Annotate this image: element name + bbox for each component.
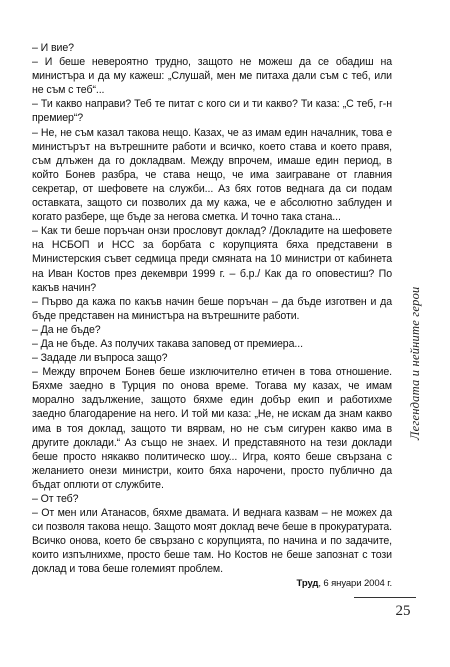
source-citation [32, 577, 392, 591]
running-header-vertical: Легендата и нейните герои [408, 286, 422, 440]
paragraph: – От теб? [32, 493, 79, 505]
paragraph: – И беше невероятно трудно, защото не можеш да се обадиш на министъра и да му кажеш: „Слушай, мен ме питаха дали съм с теб, или не съм с теб“... [32, 56, 392, 97]
paragraph: – И вие? [32, 42, 74, 54]
paragraph: – Първо да кажа по какъв начин беше поръчан – да бъде изготвен и да бъде представен на министъра на вътрешните работи. [32, 295, 392, 322]
footer-rule [354, 597, 416, 598]
paragraph: – Не, не съм казал такова нещо. Казах, че аз имам един началник, това е министърът на вътрешните работи и всичко, което става и което правя, съм длъжен да го докладвам. Между впрочем, имаше един период, в който Бонев разбра, че става нещо, че има заиграване от главния секретар, от шефовете на служби... Аз бях готов веднага да си подам оставката, защото си позволих да му кажа, че е абсолютно заблуден и когато разбере, ще бъде за негова сметка. И точно така стана... [32, 126, 392, 224]
paragraph: – Зададе ли въпроса защо? [32, 352, 168, 365]
source-date: , 6 януари 2004 г. [318, 577, 392, 589]
paragraph: – Между впрочем Бонев беше изключително етичен в това отношение. Бяхме заедно в Турция по онова време. Тогава му казах, че имам морално задължение, защото бяхме един добър екип и работихме заедно благодарение на него. И той ми каза: „Не, не искам да знам какво има в тоя доклад, защото ти вярвам, но не съм сигурен какво има в другите доклади.“ Аз също не знаех. И представяното на тези доклади беше просто някакво политическо шоу... Игра, която беше свързана с желанието онези министри, които бяха нарочени, просто публично да бъдат оплюти от службите. [32, 366, 392, 491]
paragraph: – От мен или Атанасов, бяхме двамата. И веднага казвам – не можех да си позволя такова нещо. Защото моят доклад вече беше в прокуратурата. Всичко онова, което бе свързано с корупцията, по начина и по задачите, които изпълнихме, просто беше там. Но Костов не беше запознат с този доклад и това беше големият проблем. [32, 507, 392, 576]
source-name: Труд [296, 577, 319, 589]
paragraph: – Ти какво направи? Теб те питат с кого си и ти какво? Ти каза: „С теб, г-н премиер“? [32, 98, 392, 125]
paragraph: – Да не бъде? [32, 323, 101, 336]
page-number: 25 [395, 603, 411, 619]
paragraph: – Да не бъде. Аз получих такава заповед от премиера... [32, 337, 303, 350]
interview-text [32, 41, 392, 591]
paragraph: – Как ти беше поръчан онзи прословут доклад? /Докладите на шефовете на НСБОП и НСС за борбата с корупцията бяха представени в Министерския съвет седмица преди смяната на 10 министри от кабинета на Иван Костов през декември 1999 г. – б.р./ Как да го оповестиш? По какъв начин? [32, 225, 392, 294]
